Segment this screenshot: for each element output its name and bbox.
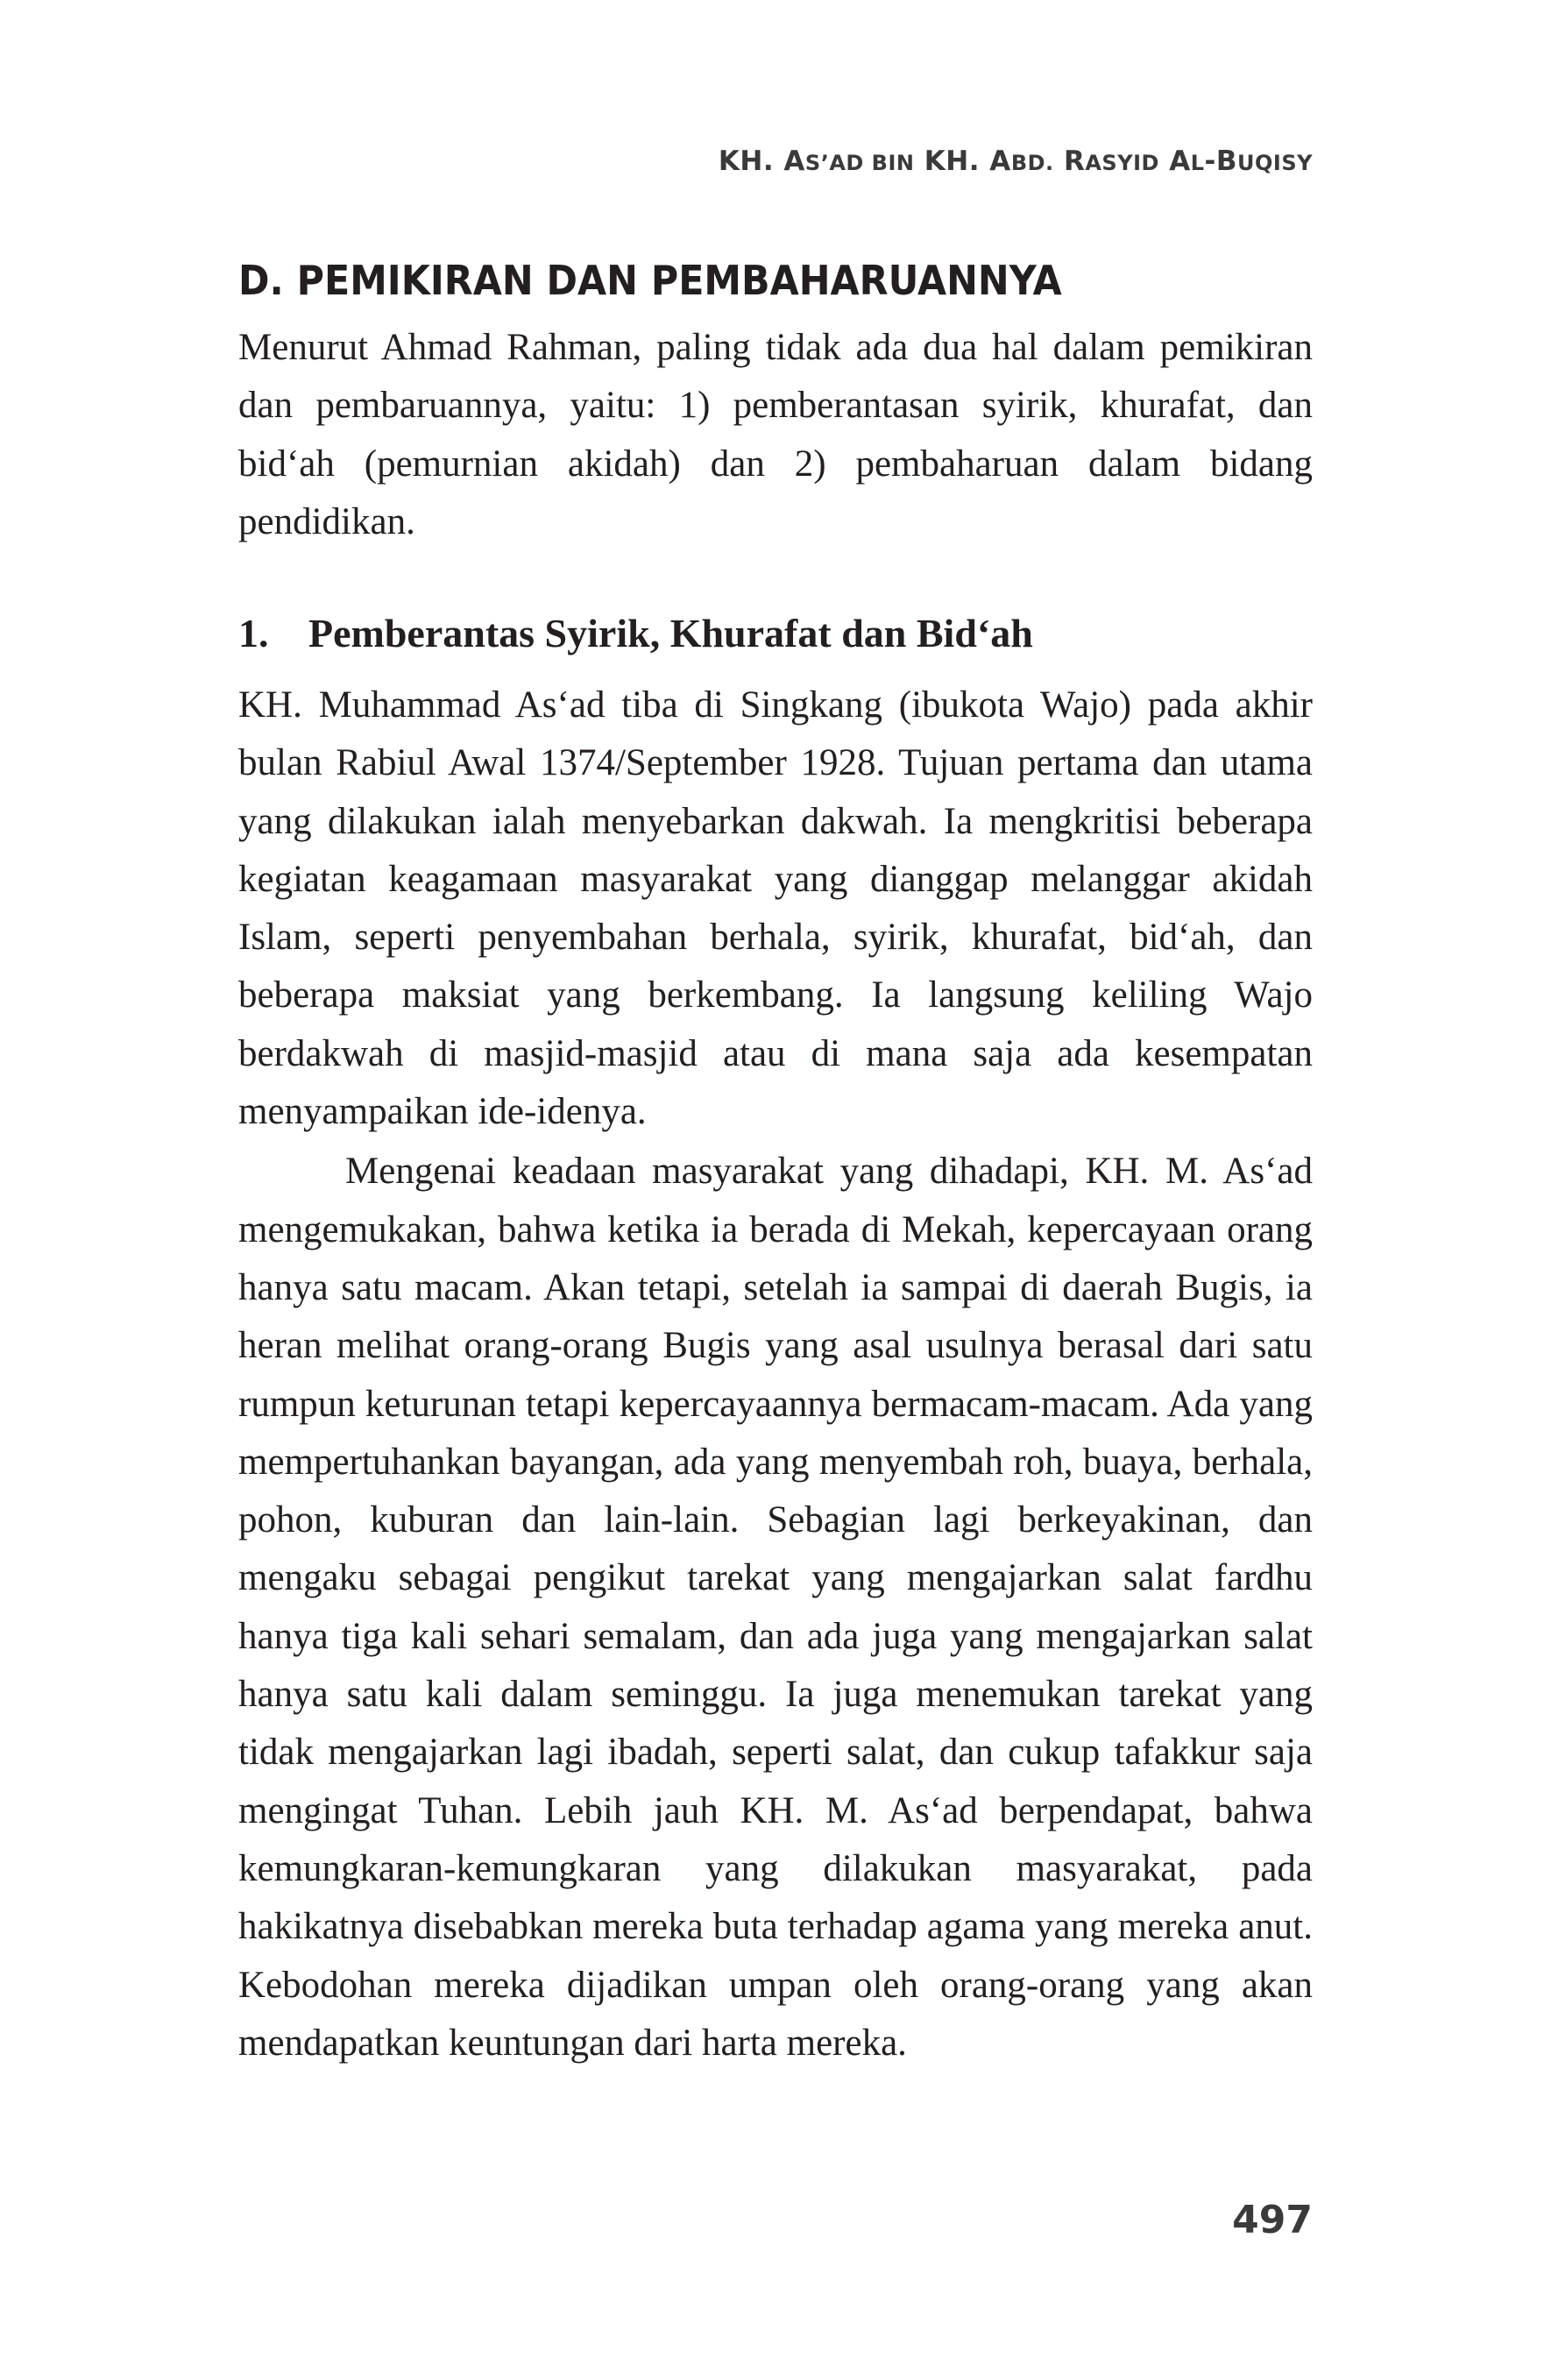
section-intro-paragraph: Menurut Ahmad Rahman, paling tidak ada dua hal dalam pemikiran dan pembaruannya, yaitu: 1) pemberantasan syirik, khurafat, dan bid‘ah (pemurnian akidah) dan 2) pembaharuan dalam bidang pendidikan. (238, 327, 1313, 542)
page-number: 497 (1232, 2198, 1313, 2242)
paragraph-1: KH. Muhammad As‘ad tiba di Singkang (ibukota Wajo) pada akhir bulan Rabiul Awal 1374/September 1928. Tujuan pertama dan utama yang dilakukan ialah menyebarkan dakwah. Ia mengkritisi beberapa kegiatan keagamaan masyarakat yang dianggap melanggar akidah Islam, seperti penyembahan berhala, syirik, khurafat, bid‘ah, dan beberapa maksiat yang berkembang. Ia langsung keliling Wajo berdakwah di masjid-masjid atau di mana saja ada kesempatan menyampaikan ide-idenya. (238, 684, 1313, 1133)
subsection-title: Pemberantas Syirik, Khurafat dan Bid‘ah (308, 611, 1033, 655)
paragraph-2: Mengenai keadaan masyarakat yang dihadapi, KH. M. As‘ad mengemukakan, bahwa ketika ia berada di Mekah, kepercayaan orang hanya satu macam. Akan tetapi, setelah ia sampai di daerah Bugis, ia heran melihat orang-orang Bugis yang asal usulnya berasal dari satu rumpun keturunan tetapi kepercayaannya bermacam-macam. Ada yang mempertuhankan bayangan, ada yang menyembah roh, buaya, berhala, pohon, kuburan dan lain-lain. Sebagian lagi berkeyakinan, dan mengaku sebagai pengikut tarekat yang mengajarkan salat fardhu hanya tiga kali sehari semalam, dan ada juga yang mengajarkan salat hanya satu kali dalam seminggu. Ia juga menemukan tarekat yang tidak mengajarkan lagi ibadah, seperti salat, dan cukup tafakkur saja mengingat Tuhan. Lebih jauh KH. M. As‘ad berpendapat, bahwa kemungkaran-kemungkaran yang dilakukan masyarakat, pada hakikatnya disebabkan mereka buta terhadap agama yang mereka anut. Kebodohan mereka dijadikan umpan oleh orang-orang yang akan mendapatkan keuntungan dari harta mereka. (238, 1151, 1313, 2064)
section-intro-block (238, 319, 1313, 551)
subsection-heading (238, 605, 1033, 662)
section-heading: D. PEMIKIRAN DAN PEMBAHARUANNYA (238, 257, 1062, 304)
subsection-number: 1. (238, 611, 269, 655)
running-head: KH. AS’AD BIN KH. ABD. RASYID AL-BUQISY (718, 145, 1313, 177)
subsection-body (238, 676, 1313, 2072)
